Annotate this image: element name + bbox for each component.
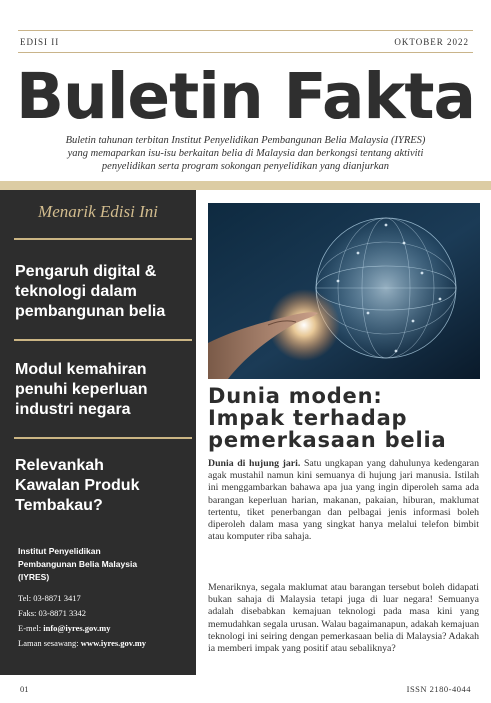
sidebar	[0, 190, 196, 675]
institute-line: Pembangunan Belia Malaysia	[18, 559, 138, 569]
edition-label: EDISI II	[20, 37, 60, 47]
page-number: 01	[20, 684, 29, 694]
sidebar-item-tembakau[interactable]	[15, 456, 191, 516]
institute-name	[18, 545, 194, 584]
email-link[interactable]: info@iyres.gov.my	[43, 623, 111, 633]
web-link[interactable]: www.iyres.gov.my	[80, 638, 147, 648]
fax-label: Faks:	[18, 608, 39, 618]
item-line: Modul kemahiran	[15, 361, 147, 378]
item-line: pembangunan belia	[15, 303, 166, 320]
masthead-title: Buletin Fakta	[15, 60, 476, 133]
email-label: E-mel:	[18, 623, 44, 633]
sidebar-item-digital[interactable]	[15, 262, 191, 322]
paragraph-text: Satu ungkapan yang dahulunya kedengaran agak mustahil namun kini semuanya di hujung jari manusia. Istilah ini menggambarkan bahawa apa jua yang ingin diperoleh sama ada barangan keperluan harian, makanan, pakaian, hiburan, maklumat tertentu, tiket penerbangan dan pelbagai jenis informasi boleh diperoleh dalam masa yang singkat hanya melalui telefon bimbit atau komputer riba sahaja.	[208, 458, 479, 543]
sidebar-rule	[14, 339, 192, 341]
item-line: teknologi dalam	[15, 283, 137, 300]
article-photo	[208, 203, 480, 379]
article-paragraph-1	[208, 458, 479, 543]
contact-tel	[18, 593, 194, 603]
item-line: Pengaruh digital &	[15, 263, 157, 280]
article-paragraph-2: Menariknya, segala maklumat atau barangan tersebut boleh didapati bukan sahaja di Malaysia tetapi juga di luar negara! Semuanya adalah disebabkan kemajuan teknologi pada masa kini yang memudahkan segala urusan. Walau bagaimanapun, adakah kemajuan teknologi ini seiring dengan pemerkasaan belia di Malaysia? Adakah ia memberi impak yang positif atau sebaliknya?	[208, 582, 479, 655]
top-rule	[18, 30, 473, 31]
sidebar-item-modul[interactable]	[15, 360, 191, 420]
article-headline	[208, 385, 483, 451]
contact-fax	[18, 608, 194, 618]
item-line: Kawalan Produk	[15, 477, 140, 494]
digital-globe-hand-image	[208, 203, 480, 379]
tagline	[22, 134, 469, 173]
issn-number: ISSN 2180-4044	[406, 684, 471, 694]
sidebar-rule	[14, 238, 192, 240]
headline-line: Dunia moden:	[208, 384, 383, 408]
sidebar-title: Menarik Edisi Ini	[38, 202, 158, 221]
web-label: Laman sesawang:	[18, 638, 81, 648]
fax-value: 03-8871 3342	[38, 608, 87, 618]
institute-line: (IYRES)	[18, 572, 50, 582]
sidebar-rule	[14, 437, 192, 439]
headline-line: Impak terhadap	[208, 406, 408, 430]
tagline-line: yang memaparkan isu-isu berkaitan belia di Malaysia dan berkongsi tentang aktiviti	[67, 148, 424, 159]
item-line: Relevankah	[15, 457, 104, 474]
tagline-line: Buletin tahunan terbitan Institut Penyelidikan Pembangunan Belia Malaysia (IYRES)	[65, 135, 426, 146]
tel-label: Tel:	[18, 593, 34, 603]
tagline-line: penyelidikan serta program sokongan penyelidikan yang dianjurkan	[101, 161, 390, 172]
headline-line: pemerkasaan belia	[208, 428, 447, 452]
article-lead: Dunia di hujung jari.	[208, 458, 301, 469]
tel-value[interactable]: 03-8871 3417	[33, 593, 81, 603]
item-line: Tembakau?	[15, 497, 103, 514]
item-line: industri negara	[15, 401, 131, 418]
gold-divider	[0, 181, 491, 190]
issue-date: OKTOBER 2022	[394, 37, 469, 47]
item-line: penuhi keperluan	[15, 381, 148, 398]
header-rule	[18, 52, 473, 53]
contact-web	[18, 638, 194, 648]
contact-block	[18, 545, 194, 648]
institute-line: Institut Penyelidikan	[18, 546, 101, 556]
contact-email	[18, 623, 194, 633]
